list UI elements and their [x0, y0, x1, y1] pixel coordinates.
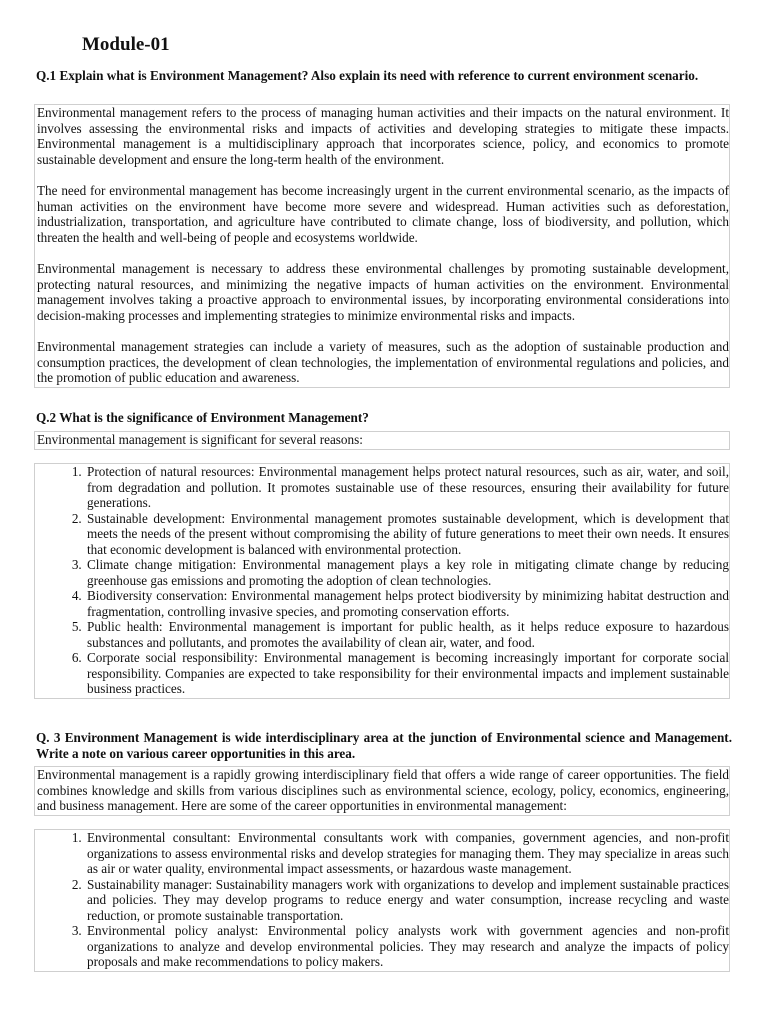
answer-1-paragraph: Environmental management strategies can include a variety of measures, such as the adoption of sustainable production and consumption practices, the development of clean technologies, the implementation of environmental regulations and policies, and the promotion of public education and awareness. — [37, 339, 729, 385]
question-3: Q. 3 Environment Management is wide interdisciplinary area at the junction of Environmental science and Management. Write a note on various career opportunities in this area. — [36, 730, 732, 761]
list-item: 1. Protection of natural resources: Environmental management helps protect natural resources, such as air, water, and soil, from degradation and pollution. It promotes sustainable use of these resources, ensuring their availability for future generations. — [85, 464, 729, 511]
answer-1-box — [34, 104, 730, 388]
list-item: 6. Corporate social responsibility: Environmental management is becoming increasingly important for corporate social responsibility. Companies are expected to take responsibility for their environmental impacts and implement sustainable business practices. — [85, 650, 729, 697]
answer-3-intro-box — [34, 766, 730, 816]
answer-3-intro: Environmental management is a rapidly growing interdisciplinary field that offers a wide range of career opportunities. The field combines knowledge and skills from various disciplines such as environmental science, ecology, policy, economics, engineering, and business management. Here are some of the career opportunities in environmental management: — [37, 767, 729, 813]
list-item: 3. Environmental policy analyst: Environmental policy analysts work with government agencies and non-profit organizations to analyze and develop environmental policies. They may research and analyze the impacts of policy proposals and make recommendations to policy makers. — [85, 923, 729, 970]
list-item: 3. Climate change mitigation: Environmental management plays a key role in mitigating climate change by reducing greenhouse gas emissions and promoting the adoption of clean technologies. — [85, 557, 729, 588]
list-item: 1. Environmental consultant: Environmental consultants work with companies, government agencies, and non-profit organizations to assess environmental risks and develop strategies for managing them. They may specialize in areas such as air or water quality, environmental impact assessments, or hazardous waste management. — [85, 830, 729, 877]
question-1: Q.1 Explain what is Environment Management? Also explain its need with reference to current environment scenario. — [36, 68, 699, 83]
question-2: Q.2 What is the significance of Environment Management? — [36, 410, 369, 425]
answer-1-paragraph: Environmental management refers to the process of managing human activities and their impacts on the natural environment. It involves assessing the environmental risks and impacts of activities and developing strategies to mitigate these impacts. Environmental management is a multidisciplinary approach that incorporates science, policy, and economics to promote sustainable development and ensure the long-term health of the environment. — [37, 105, 729, 167]
answer-1-paragraph: Environmental management is necessary to address these environmental challenges by promoting sustainable development, protecting natural resources, and minimizing the negative impacts of human activities on the environment. Environmental management involves taking a proactive approach to environmental issues, by incorporating environmental considerations into decision-making processes and implementing strategies to minimize environmental risks and impacts. — [37, 261, 729, 323]
answer-2-intro-box — [34, 431, 730, 450]
significance-list — [37, 464, 729, 697]
list-item: 5. Public health: Environmental management is important for public health, as it helps reduce exposure to hazardous substances and pollutants, and promotes the availability of clean air, water, and food. — [85, 619, 729, 650]
answer-2-intro: Environmental management is significant for several reasons: — [37, 432, 363, 447]
answer-2-list-box — [34, 463, 730, 699]
list-item: 2. Sustainability manager: Sustainability managers work with organizations to develop and implement sustainable practices and policies. They may develop programs to reduce energy and water consumption, increase recycling and waste reduction, or promote sustainable transportation. — [85, 877, 729, 924]
answer-3-list-box — [34, 829, 730, 972]
career-list — [37, 830, 729, 970]
module-title: Module-01 — [82, 34, 170, 55]
list-item: 2. Sustainable development: Environmental management promotes sustainable development, which is development that meets the needs of the present without compromising the ability of future generations to meet their own needs. It ensures that economic development is balanced with environmental protection. — [85, 511, 729, 558]
list-item: 4. Biodiversity conservation: Environmental management helps protect biodiversity by minimizing habitat destruction and fragmentation, controlling invasive species, and promoting conservation efforts. — [85, 588, 729, 619]
answer-1-paragraph: The need for environmental management has become increasingly urgent in the current environmental scenario, as the impacts of human activities on the environment have become more severe and widespread. Human activities such as deforestation, industrialization, transportation, and agriculture have contributed to climate change, loss of biodiversity, and pollution, which threaten the health and well-being of people and ecosystems worldwide. — [37, 183, 729, 245]
